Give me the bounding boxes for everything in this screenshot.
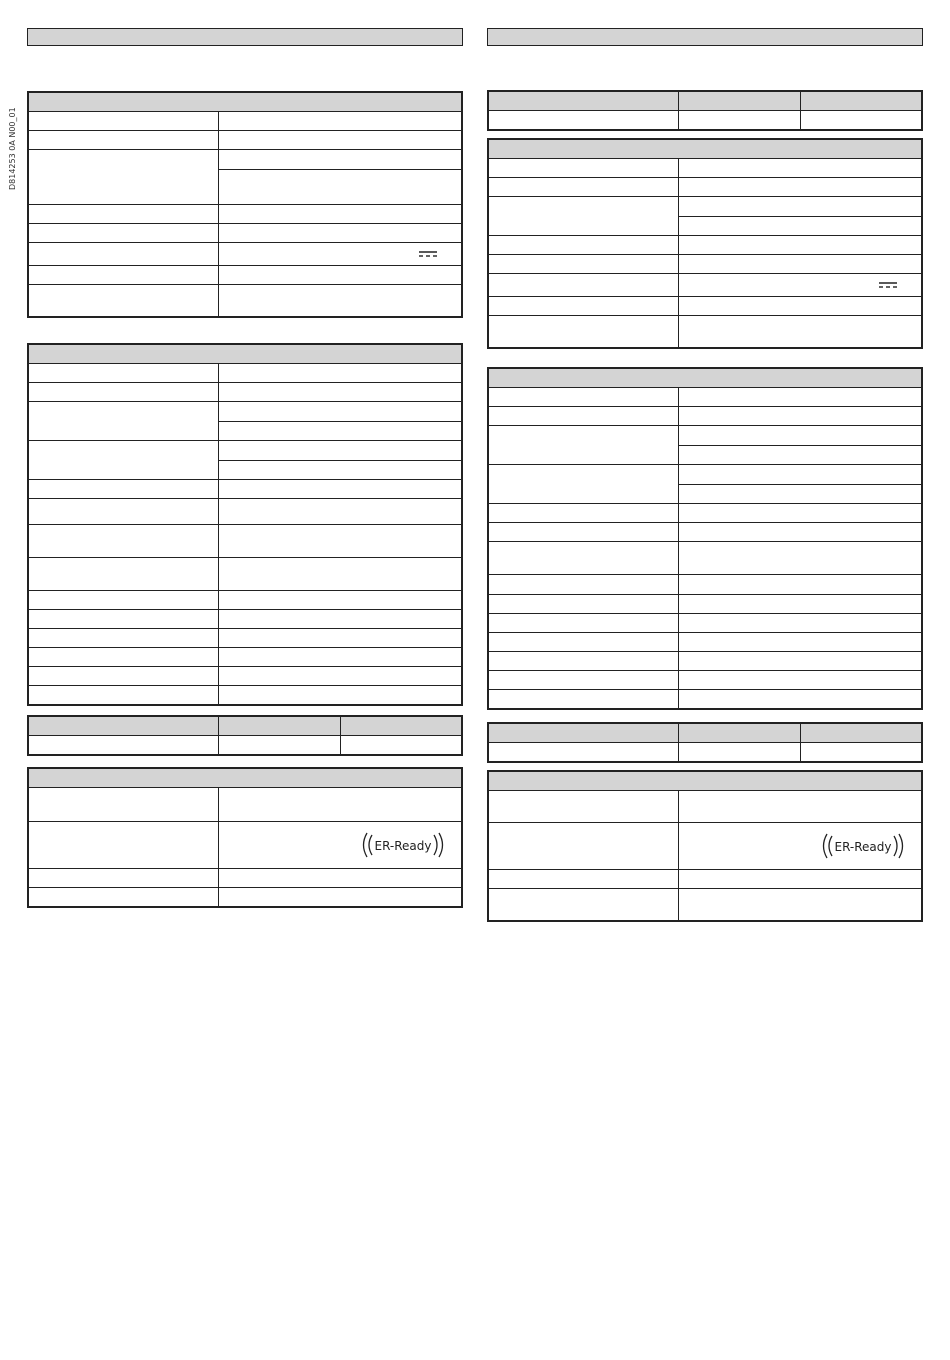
table-cell — [678, 889, 922, 921]
table-cell — [800, 91, 922, 111]
table-cell — [218, 629, 462, 648]
table-row — [28, 888, 462, 907]
table-cell — [488, 236, 678, 255]
table-cell — [218, 205, 462, 224]
table-cell — [218, 364, 462, 383]
right-spec-table-5 — [487, 770, 923, 922]
table-row — [28, 629, 462, 648]
table-cell — [488, 368, 922, 388]
table-header-row — [28, 716, 462, 736]
table-cell — [679, 426, 922, 445]
table-cell — [678, 316, 922, 348]
table-cell — [218, 150, 462, 205]
table-header-row — [488, 91, 922, 111]
table-row — [488, 671, 922, 690]
table-cell — [678, 504, 922, 523]
table-cell — [679, 197, 922, 216]
table-cell — [218, 402, 462, 441]
table-row — [488, 743, 922, 762]
table-row — [488, 614, 922, 633]
table-cell — [218, 285, 462, 317]
left-section-title-bar — [27, 28, 463, 46]
table-cell — [28, 364, 218, 383]
table-header-row — [488, 771, 922, 791]
table-cell — [678, 388, 922, 407]
table-header-row — [28, 768, 462, 788]
table-row — [488, 388, 922, 407]
table-row — [28, 480, 462, 499]
table-header-row — [28, 92, 462, 112]
table-header-row — [488, 368, 922, 388]
left-spec-table-2 — [27, 343, 463, 706]
table-cell — [28, 285, 218, 317]
table-row — [488, 197, 922, 236]
table-cell — [28, 558, 218, 591]
table-row — [488, 236, 922, 255]
table-cell — [28, 822, 218, 869]
table-cell — [488, 388, 678, 407]
table-cell — [678, 159, 922, 178]
table-row — [28, 499, 462, 525]
table-cell — [28, 869, 218, 888]
sub-row-group — [219, 402, 462, 440]
table-cell — [218, 266, 462, 285]
table-row — [488, 633, 922, 652]
table-cell — [28, 591, 218, 610]
table-cell — [219, 402, 462, 421]
table-cell — [218, 667, 462, 686]
table-cell — [28, 344, 462, 364]
table-cell — [679, 484, 922, 503]
table-cell — [678, 791, 922, 823]
table-row — [28, 243, 462, 266]
table-cell — [488, 542, 678, 575]
table-row — [488, 316, 922, 348]
sub-row-group — [679, 197, 922, 235]
table-cell — [678, 633, 922, 652]
table-cell — [28, 205, 218, 224]
table-cell — [678, 297, 922, 316]
table-cell — [28, 648, 218, 667]
table-cell — [488, 255, 678, 274]
table-cell — [678, 542, 922, 575]
table-row — [28, 112, 462, 131]
table-cell — [800, 111, 922, 130]
table-cell — [219, 460, 462, 479]
table-cell — [28, 266, 218, 285]
table-row — [28, 667, 462, 686]
dc-symbol-icon — [419, 250, 437, 258]
table-cell — [678, 91, 800, 111]
table-row — [488, 178, 922, 197]
table-row — [488, 542, 922, 575]
table-cell — [800, 723, 922, 743]
sub-row-group — [219, 150, 462, 203]
table-header-row — [488, 723, 922, 743]
table-row — [28, 525, 462, 558]
table-cell — [219, 169, 462, 203]
table-cell — [488, 723, 678, 743]
right-spec-table-1 — [487, 90, 923, 131]
table-header-row — [28, 344, 462, 364]
table-cell — [218, 591, 462, 610]
table-row — [488, 595, 922, 614]
table-cell — [488, 889, 678, 921]
table-cell — [678, 575, 922, 595]
table-row — [488, 504, 922, 523]
table-cell — [488, 870, 678, 889]
table-cell — [488, 523, 678, 542]
table-cell — [678, 236, 922, 255]
er-ready-logo-icon — [359, 830, 447, 860]
table-cell — [218, 525, 462, 558]
table-row — [488, 297, 922, 316]
table-cell — [488, 823, 678, 870]
table-cell — [488, 465, 678, 504]
table-cell — [488, 178, 678, 197]
table-cell — [488, 111, 678, 130]
table-cell — [678, 671, 922, 690]
table-cell — [218, 243, 462, 266]
table-row — [28, 686, 462, 705]
table-cell — [488, 316, 678, 348]
table-row — [488, 159, 922, 178]
table-row — [28, 285, 462, 317]
table-cell — [28, 525, 218, 558]
table-row — [28, 205, 462, 224]
table-cell — [218, 648, 462, 667]
table-cell — [28, 736, 218, 755]
table-cell — [340, 736, 462, 755]
table-row — [28, 591, 462, 610]
table-cell — [488, 426, 678, 465]
table-cell — [488, 407, 678, 426]
table-cell — [678, 614, 922, 633]
table-header-row — [488, 139, 922, 159]
table-cell — [488, 633, 678, 652]
table-row — [28, 788, 462, 822]
table-cell — [28, 888, 218, 907]
table-cell — [218, 788, 462, 822]
table-cell — [488, 91, 678, 111]
table-row — [28, 648, 462, 667]
table-row — [28, 558, 462, 591]
table-row — [488, 870, 922, 889]
table-cell — [218, 112, 462, 131]
table-row — [488, 407, 922, 426]
table-cell — [678, 255, 922, 274]
table-cell — [488, 274, 678, 297]
table-cell — [218, 441, 462, 480]
table-cell — [488, 504, 678, 523]
table-cell — [218, 383, 462, 402]
er-ready-logo-icon — [819, 831, 907, 861]
table-cell — [678, 743, 800, 762]
dc-symbol-icon — [879, 281, 897, 289]
table-cell — [28, 480, 218, 499]
table-cell — [28, 686, 218, 705]
table-cell — [488, 743, 678, 762]
table-row — [488, 111, 922, 130]
table-row — [488, 889, 922, 921]
right-spec-table-2 — [487, 138, 923, 349]
table-cell — [218, 822, 462, 869]
left-spec-table-1 — [27, 91, 463, 318]
table-cell — [219, 150, 462, 169]
table-cell — [28, 610, 218, 629]
table-row — [28, 610, 462, 629]
table-cell — [678, 870, 922, 889]
table-cell — [678, 197, 922, 236]
table-row — [28, 383, 462, 402]
table-row — [488, 523, 922, 542]
table-cell — [28, 112, 218, 131]
sub-row-group — [679, 465, 922, 503]
table-row — [488, 426, 922, 465]
table-cell — [218, 869, 462, 888]
table-cell — [28, 716, 218, 736]
er-ready-logo-text: ER-Ready — [374, 839, 432, 853]
table-cell — [218, 558, 462, 591]
table-cell — [218, 131, 462, 150]
table-cell — [488, 791, 678, 823]
left-spec-table-4 — [27, 767, 463, 908]
table-row — [488, 823, 922, 870]
table-cell — [678, 111, 800, 130]
table-cell — [218, 224, 462, 243]
table-row — [28, 736, 462, 755]
table-row — [488, 274, 922, 297]
table-row — [488, 652, 922, 671]
table-cell — [28, 788, 218, 822]
table-cell — [28, 150, 218, 205]
sub-row-group — [219, 441, 462, 479]
table-cell — [28, 402, 218, 441]
table-cell — [678, 523, 922, 542]
table-cell — [678, 595, 922, 614]
table-cell — [219, 441, 462, 460]
table-row — [28, 224, 462, 243]
table-cell — [218, 499, 462, 525]
table-cell — [218, 716, 340, 736]
table-cell — [488, 690, 678, 709]
table-cell — [488, 297, 678, 316]
document-code — [8, 107, 20, 200]
er-ready-logo-text: ER-Ready — [834, 840, 892, 854]
table-cell — [28, 441, 218, 480]
table-cell — [678, 407, 922, 426]
table-cell — [678, 426, 922, 465]
table-cell — [28, 92, 462, 112]
table-cell — [218, 736, 340, 755]
table-row — [28, 131, 462, 150]
sub-row-group — [679, 426, 922, 464]
table-cell — [678, 690, 922, 709]
table-cell — [488, 595, 678, 614]
table-row — [28, 441, 462, 480]
table-cell — [28, 383, 218, 402]
table-cell — [218, 888, 462, 907]
table-cell — [488, 159, 678, 178]
table-row — [28, 869, 462, 888]
right-spec-table-3 — [487, 367, 923, 710]
right-section-title-bar — [487, 28, 923, 46]
table-cell — [28, 499, 218, 525]
right-spec-table-4 — [487, 722, 923, 763]
table-cell — [678, 178, 922, 197]
document-code-text: D814253 0A N00_01 — [8, 107, 17, 190]
table-row — [28, 822, 462, 869]
table-row — [488, 791, 922, 823]
table-cell — [28, 768, 462, 788]
table-cell — [218, 686, 462, 705]
table-cell — [678, 723, 800, 743]
left-spec-table-3 — [27, 715, 463, 756]
table-cell — [28, 131, 218, 150]
table-cell — [678, 465, 922, 504]
table-cell — [488, 671, 678, 690]
table-row — [28, 402, 462, 441]
table-row — [28, 150, 462, 205]
table-cell — [488, 197, 678, 236]
table-cell — [800, 743, 922, 762]
table-cell — [488, 771, 922, 791]
table-cell — [218, 610, 462, 629]
table-cell — [679, 216, 922, 235]
table-row — [488, 255, 922, 274]
table-cell — [28, 224, 218, 243]
table-cell — [28, 629, 218, 648]
table-cell — [488, 614, 678, 633]
table-cell — [488, 139, 922, 159]
table-row — [488, 575, 922, 595]
table-cell — [28, 667, 218, 686]
table-cell — [218, 480, 462, 499]
table-cell — [219, 421, 462, 440]
table-cell — [340, 716, 462, 736]
table-row — [488, 690, 922, 709]
table-cell — [488, 652, 678, 671]
table-cell — [488, 575, 678, 595]
table-cell — [679, 445, 922, 464]
table-cell — [678, 652, 922, 671]
table-cell — [678, 823, 922, 870]
table-cell — [28, 243, 218, 266]
table-row — [488, 465, 922, 504]
table-row — [28, 266, 462, 285]
table-row — [28, 364, 462, 383]
table-cell — [678, 274, 922, 297]
table-cell — [679, 465, 922, 484]
